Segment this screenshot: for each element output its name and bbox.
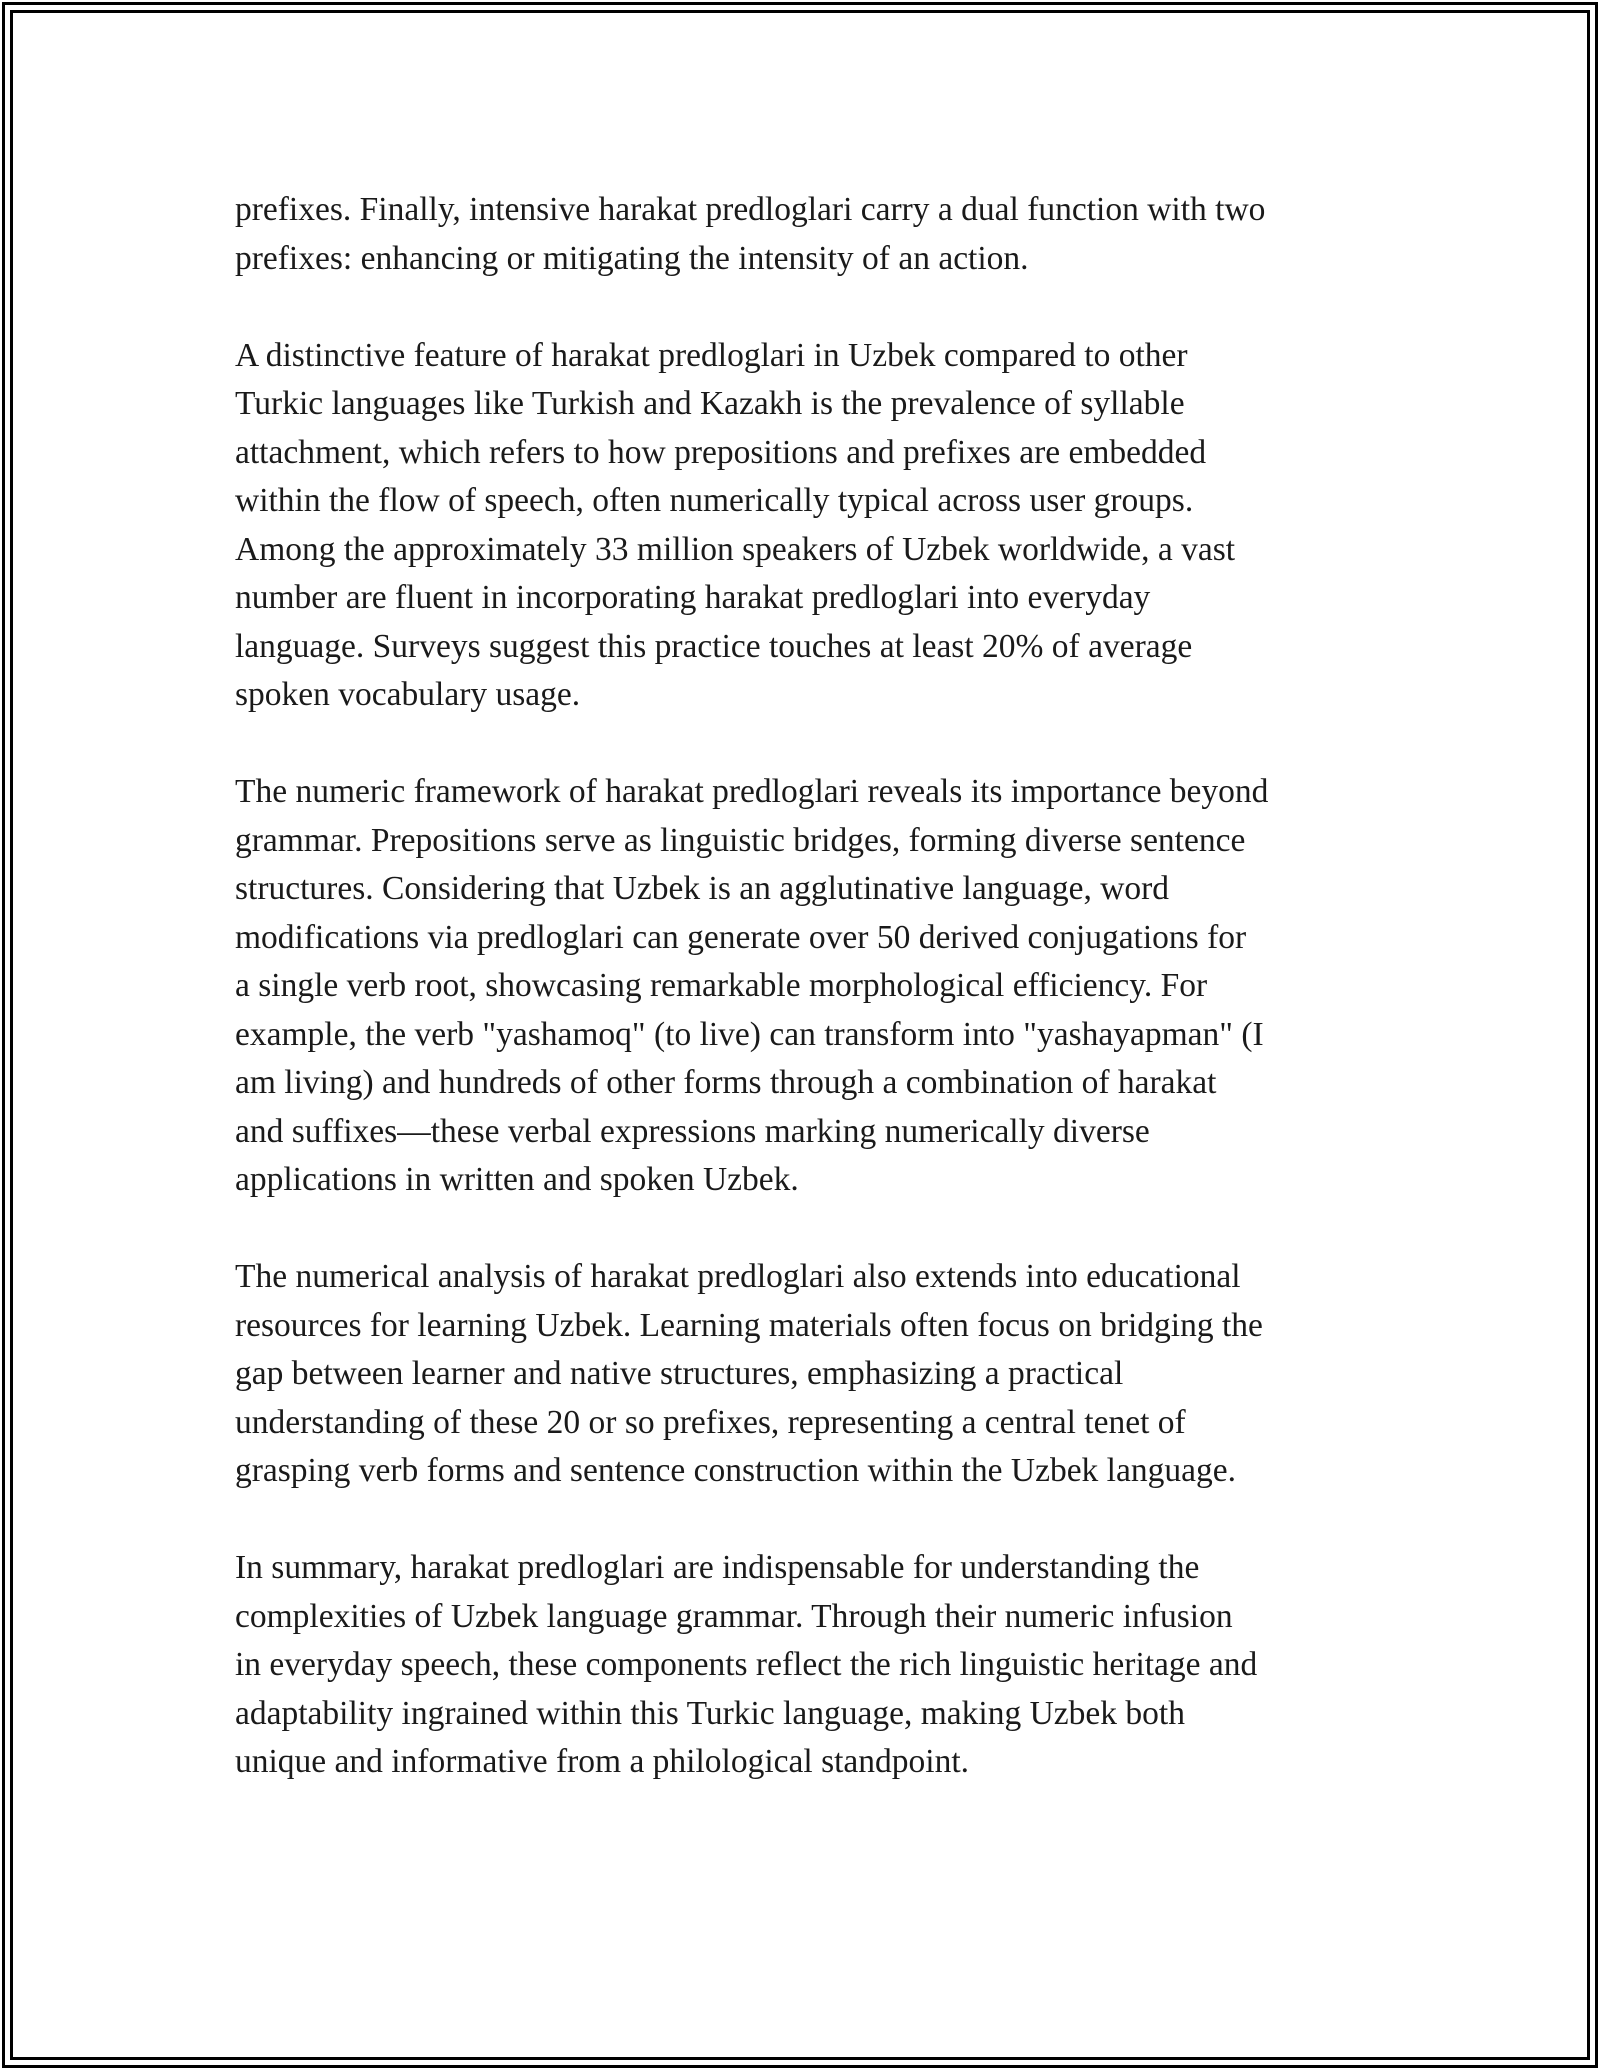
paragraph-5: In summary, harakat predloglari are indispensable for understanding the complexities of Uzbek language grammar. Through their numeric infusion in everyday speech, these components reflect the rich linguistic heritage and adaptability ingrained within this Turkic language, making Uzbek both unique and informative from a philological standpoint. (235, 1549, 1258, 1780)
paragraph-3: The numeric framework of harakat predloglari reveals its importance beyond grammar. Prepositions serve as linguistic bridges, forming diverse sentence structures. Considering that Uzbek is an agglutinative language, word modifications via predloglari can generate over 50 derived conjugations for a single verb root, showcasing remarkable morphological efficiency. For example, the verb "yashamoq" (to live) can transform into "yashayapman" (I am living) and hundreds of other forms through a combination of harakat and suffixes—these verbal expressions marking numerically diverse applications in written and spoken Uzbek. (235, 773, 1269, 1198)
paragraph-2: A distinctive feature of harakat predloglari in Uzbek compared to other Turkic languages like Turkish and Kazakh is the prevalence of syllable attachment, which refers to how prepositions and prefixes are embedded within the flow of speech, often numerically typical across user groups. Among the approximately 33 million speakers of Uzbek worldwide, a vast number are fluent in incorporating harakat predloglari into everyday language. Surveys suggest this practice touches at least 20% of average spoken vocabulary usage. (235, 336, 1236, 713)
paragraph-1: prefixes. Finally, intensive harakat predloglari carry a dual function with two prefixes: enhancing or mitigating the intensity of an action. (235, 191, 1266, 277)
paragraph-4: The numerical analysis of harakat predloglari also extends into educational resources for learning Uzbek. Learning materials often focus on bridging the gap between learner and native structures, emphasizing a practical understanding of these 20 or so prefixes, representing a central tenet of grasping verb forms and sentence construction within the Uzbek language. (235, 1258, 1263, 1489)
document-body (235, 186, 1385, 1787)
